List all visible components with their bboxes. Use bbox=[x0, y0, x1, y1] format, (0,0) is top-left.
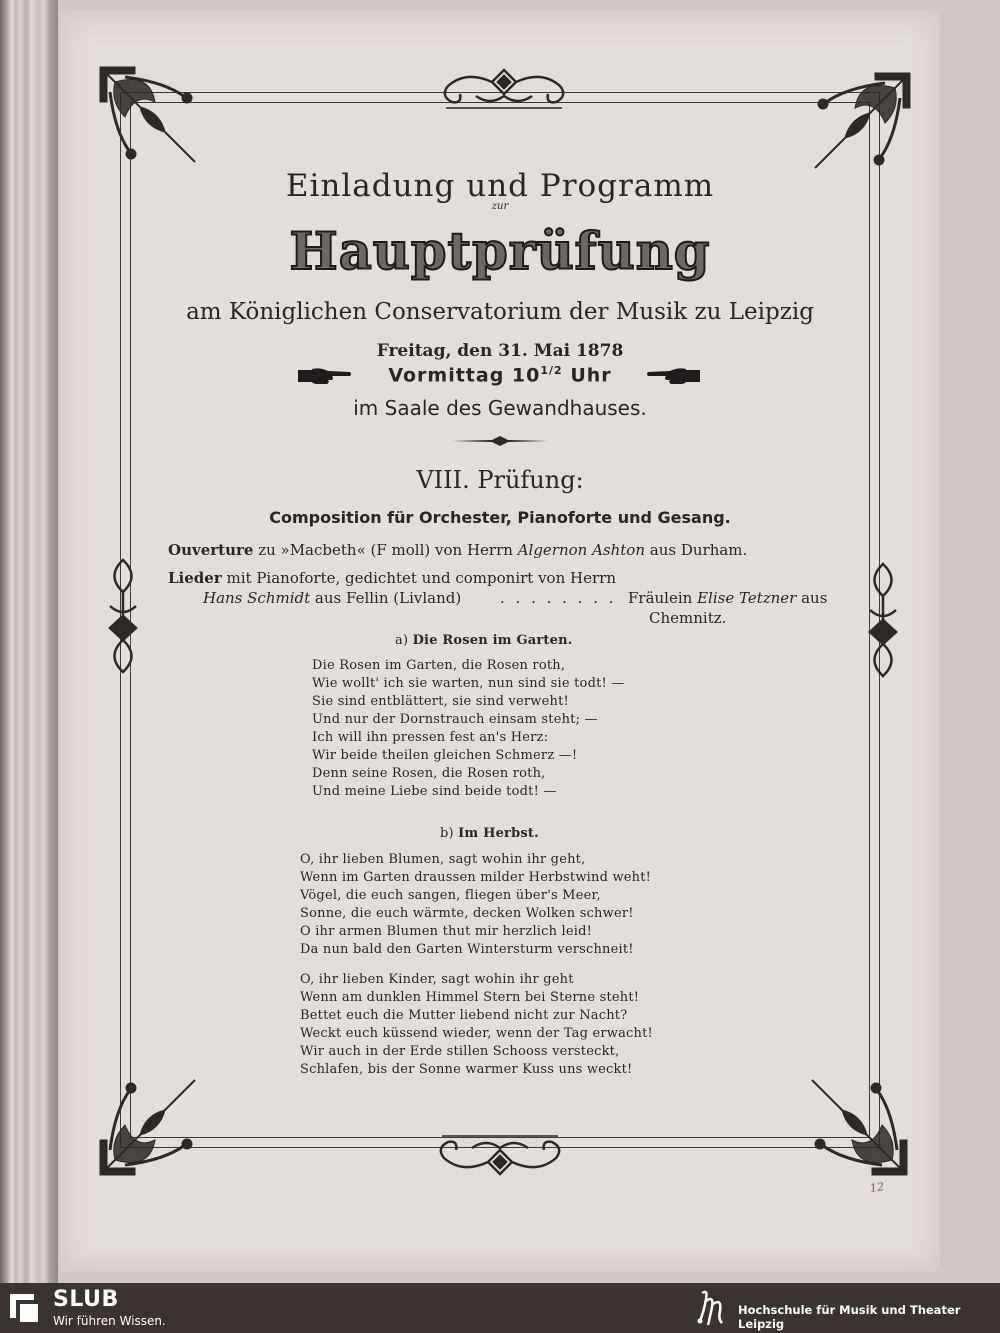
pointing-hand-left-icon bbox=[646, 366, 700, 386]
title-line-invitation: Einladung und Programm bbox=[285, 168, 715, 204]
page-number: 12 bbox=[869, 1180, 885, 1195]
song-b-line: Wenn im Garten draussen milder Herbstwind weht! bbox=[300, 870, 652, 885]
song-a-line: Wir beide theilen gleichen Schmerz —! bbox=[312, 748, 578, 763]
song-b-line: Schlafen, bis der Sonne warmer Kuss uns weckt! bbox=[300, 1062, 633, 1077]
song-b-heading bbox=[440, 826, 539, 841]
institution-line: am Königlichen Conservatorium der Musik zu Leipzig bbox=[186, 299, 814, 325]
song-b-line: Bettet euch die Mutter liebend nicht zur Nacht? bbox=[300, 1008, 628, 1023]
song-b-line: O ihr armen Blumen thut mir herzlich leid! bbox=[300, 924, 593, 939]
song-a-line: Denn seine Rosen, die Rosen roth, bbox=[312, 766, 546, 781]
title-word-zur: zur bbox=[491, 201, 509, 212]
overture-entry bbox=[168, 541, 747, 559]
time-suffix: Uhr bbox=[562, 364, 612, 387]
lieder-composer-line bbox=[203, 589, 461, 607]
song-a-line: Ich will ihn pressen fest an's Herz: bbox=[312, 730, 549, 745]
time-prefix: Vormittag 10 bbox=[388, 364, 541, 387]
song-b-line: Da nun bald den Garten Wintersturm verschneit! bbox=[300, 942, 634, 957]
exam-subject: Composition für Orchester, Pianoforte und Gesang. bbox=[269, 508, 731, 527]
performer-prefix: Fräulein bbox=[628, 589, 698, 607]
lieder-origin: aus Fellin (Livland) bbox=[310, 589, 462, 607]
overture-origin: aus Durham. bbox=[645, 541, 748, 559]
lieder-text: mit Pianoforte, gedichtet und componirt von Herrn bbox=[221, 569, 616, 587]
lieder-genre: Lieder bbox=[168, 569, 222, 587]
song-b-line: Wir auch in der Erde stillen Schooss versteckt, bbox=[300, 1044, 620, 1059]
song-a-heading bbox=[395, 633, 572, 648]
song-b-line: Weckt euch küssend wieder, wenn der Tag erwacht! bbox=[300, 1026, 653, 1041]
date-line: Freitag, den 31. Mai 1878 bbox=[376, 341, 624, 361]
slub-logo-icon bbox=[6, 1290, 42, 1326]
corner-ornament-top-right-icon bbox=[805, 68, 915, 178]
song-a-line: Wie wollt' ich sie warten, nun sind sie todt! — bbox=[312, 676, 625, 691]
title-main-hauptpruefung: Hauptprüfung bbox=[289, 222, 711, 282]
performer-city: Chemnitz. bbox=[649, 609, 727, 627]
top-center-ornament-icon bbox=[436, 66, 572, 116]
corner-ornament-bottom-right-icon bbox=[802, 1070, 912, 1180]
library-name: SLUB bbox=[53, 1287, 119, 1312]
library-tagline: Wir führen Wissen. bbox=[53, 1314, 166, 1328]
lieder-performer-line bbox=[628, 589, 827, 607]
performer-name: Elise Tetzner bbox=[697, 589, 797, 607]
lieder-composer: Hans Schmidt bbox=[203, 589, 311, 607]
lieder-leader-dots: . . . . . . . . bbox=[500, 589, 617, 607]
hmt-logo-icon bbox=[694, 1287, 730, 1329]
song-a-line: Und nur der Dornstrauch einsam steht; — bbox=[312, 712, 598, 727]
time-line bbox=[0, 364, 1000, 386]
overture-text: zu »Macbeth« (F moll) von Herrn bbox=[253, 541, 518, 559]
overture-genre: Ouverture bbox=[168, 541, 254, 559]
right-side-ornament-icon bbox=[860, 560, 906, 680]
song-b-line: Vögel, die euch sangen, fliegen über's Meer, bbox=[300, 888, 601, 903]
overture-composer: Algernon Ashton bbox=[517, 541, 645, 559]
corner-ornament-bottom-left-icon bbox=[95, 1070, 205, 1180]
song-a-line: Die Rosen im Garten, die Rosen roth, bbox=[312, 658, 566, 673]
venue-line: im Saale des Gewandhauses. bbox=[353, 396, 647, 420]
left-side-ornament-icon bbox=[100, 556, 146, 676]
section-separator-ornament bbox=[452, 434, 548, 448]
song-a-line: Und meine Liebe sind beide todt! — bbox=[312, 784, 557, 799]
lieder-entry bbox=[168, 569, 616, 587]
song-b-mark: b) bbox=[440, 826, 454, 841]
song-a-mark: a) bbox=[395, 633, 409, 648]
song-a-line: Sie sind entblättert, sie sind verweht! bbox=[312, 694, 569, 709]
bottom-center-ornament-icon bbox=[432, 1128, 568, 1178]
song-b-line: O, ihr lieben Kinder, sagt wohin ihr geht bbox=[300, 972, 574, 987]
partner-institution-name: Hochschule für Musik und Theater Leipzig bbox=[738, 1303, 961, 1331]
song-b-line: Wenn am dunklen Himmel Stern bei Sterne steht! bbox=[300, 990, 640, 1005]
performer-suffix: aus bbox=[796, 589, 828, 607]
time-fraction: 1/2 bbox=[540, 364, 563, 377]
song-b-line: Sonne, die euch wärmte, decken Wolken schwer! bbox=[300, 906, 634, 921]
song-b-title: Im Herbst. bbox=[458, 826, 539, 841]
corner-ornament-top-left-icon bbox=[95, 62, 205, 172]
song-a-title: Die Rosen im Garten. bbox=[412, 633, 573, 648]
song-b-line: O, ihr lieben Blumen, sagt wohin ihr geht, bbox=[300, 852, 586, 867]
exam-title: VIII. Prüfung: bbox=[416, 466, 584, 494]
